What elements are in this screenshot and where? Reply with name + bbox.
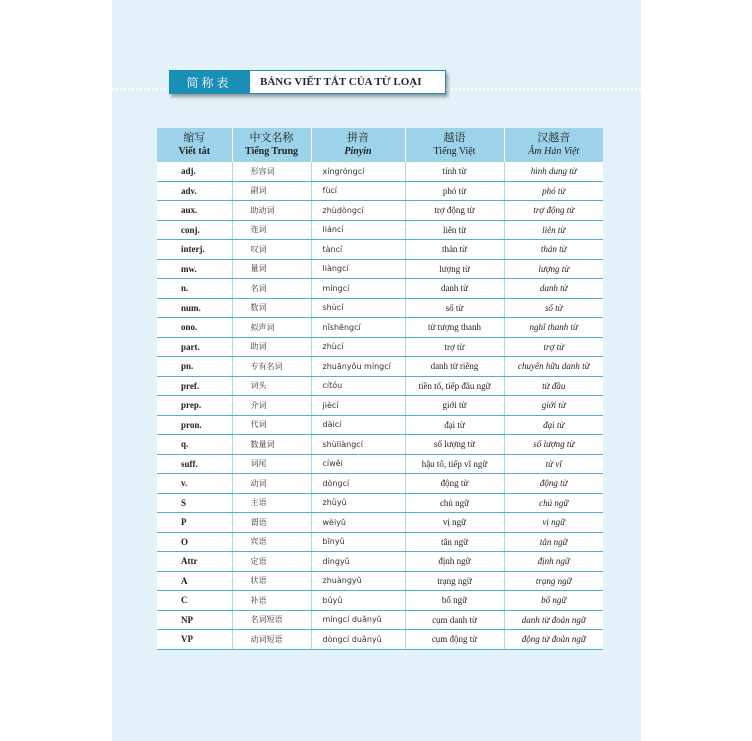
cell-vietnamese: cụm động từ: [405, 630, 504, 650]
table-row: [157, 201, 603, 221]
cell-abbreviation: pref.: [157, 376, 232, 396]
cell-chinese: 助词: [232, 337, 311, 357]
cell-chinese: 宾语: [232, 532, 311, 552]
cell-pinyin: zhuānyǒu míngcí: [311, 357, 405, 377]
cell-chinese: 量词: [232, 259, 311, 279]
cell-sino-vietnamese: giới từ: [504, 396, 603, 416]
cell-abbreviation: A: [157, 571, 232, 591]
cell-abbreviation: prep.: [157, 396, 232, 416]
cell-pinyin: zhǔyǔ: [311, 493, 405, 513]
header-dotted-line-right: [446, 88, 641, 90]
cell-pinyin: tàncí: [311, 240, 405, 260]
cell-abbreviation: C: [157, 591, 232, 611]
cell-chinese: 补语: [232, 591, 311, 611]
table-row: [157, 591, 603, 611]
cell-chinese: 谓语: [232, 513, 311, 533]
cell-sino-vietnamese: từ đầu: [504, 376, 603, 396]
cell-pinyin: dàicí: [311, 415, 405, 435]
column-header-vn: Tiếng Việt: [433, 146, 476, 157]
table-body: [157, 162, 603, 649]
cell-vietnamese: giới từ: [405, 396, 504, 416]
cell-sino-vietnamese: phó từ: [504, 181, 603, 201]
cell-abbreviation: mw.: [157, 259, 232, 279]
table-row: [157, 610, 603, 630]
cell-pinyin: shùliàngcí: [311, 435, 405, 455]
cell-sino-vietnamese: liên từ: [504, 220, 603, 240]
cell-pinyin: dòngcí: [311, 474, 405, 494]
table-row: [157, 337, 603, 357]
cell-abbreviation: part.: [157, 337, 232, 357]
column-header-vn: Tiếng Trung: [244, 146, 299, 157]
cell-chinese: 拟声词: [232, 318, 311, 338]
cell-pinyin: jiècí: [311, 396, 405, 416]
column-header-chinese: [232, 128, 311, 162]
cell-sino-vietnamese: hình dung từ: [504, 162, 603, 181]
column-header-cn: 汉越音: [537, 132, 571, 144]
table-row: [157, 376, 603, 396]
table-row: [157, 630, 603, 650]
cell-vietnamese: thán từ: [405, 240, 504, 260]
table-row: [157, 240, 603, 260]
cell-pinyin: cíwěi: [311, 454, 405, 474]
cell-chinese: 助动词: [232, 201, 311, 221]
cell-chinese: 专有名词: [232, 357, 311, 377]
cell-sino-vietnamese: động từ: [504, 474, 603, 494]
cell-vietnamese: vị ngữ: [405, 513, 504, 533]
column-header-vn: Pinyin: [344, 146, 372, 157]
cell-chinese: 连词: [232, 220, 311, 240]
table-row: [157, 162, 603, 181]
table-row: [157, 181, 603, 201]
cell-sino-vietnamese: danh từ: [504, 279, 603, 299]
cell-abbreviation: O: [157, 532, 232, 552]
cell-chinese: 数量词: [232, 435, 311, 455]
cell-chinese: 副词: [232, 181, 311, 201]
table-row: [157, 415, 603, 435]
cell-vietnamese: định ngữ: [405, 552, 504, 572]
table-row: [157, 298, 603, 318]
table-row: [157, 357, 603, 377]
cell-abbreviation: pn.: [157, 357, 232, 377]
cell-chinese: 代词: [232, 415, 311, 435]
cell-vietnamese: tiền tố, tiếp đầu ngữ: [405, 376, 504, 396]
cell-pinyin: liáncí: [311, 220, 405, 240]
cell-sino-vietnamese: động từ đoản ngữ: [504, 630, 603, 650]
table-row: [157, 318, 603, 338]
cell-sino-vietnamese: danh từ đoản ngữ: [504, 610, 603, 630]
table-row: [157, 396, 603, 416]
cell-sino-vietnamese: thán từ: [504, 240, 603, 260]
cell-abbreviation: S: [157, 493, 232, 513]
cell-abbreviation: n.: [157, 279, 232, 299]
cell-pinyin: nǐshēngcí: [311, 318, 405, 338]
abbreviation-table: [157, 128, 603, 650]
cell-pinyin: zhùdòngcí: [311, 201, 405, 221]
cell-vietnamese: từ tượng thanh: [405, 318, 504, 338]
cell-vietnamese: động từ: [405, 474, 504, 494]
table-row: [157, 454, 603, 474]
cell-abbreviation: Attr: [157, 552, 232, 572]
cell-chinese: 状语: [232, 571, 311, 591]
cell-chinese: 定语: [232, 552, 311, 572]
cell-sino-vietnamese: số từ: [504, 298, 603, 318]
cell-abbreviation: q.: [157, 435, 232, 455]
cell-chinese: 形容词: [232, 162, 311, 181]
cell-pinyin: cítóu: [311, 376, 405, 396]
cell-abbreviation: ono.: [157, 318, 232, 338]
cell-vietnamese: số từ: [405, 298, 504, 318]
cell-abbreviation: VP: [157, 630, 232, 650]
column-header-vn: Viết tắt: [178, 146, 211, 157]
table-row: [157, 513, 603, 533]
cell-pinyin: fùcí: [311, 181, 405, 201]
cell-vietnamese: bổ ngữ: [405, 591, 504, 611]
table-row: [157, 552, 603, 572]
cell-abbreviation: adj.: [157, 162, 232, 181]
column-header-abbr: [157, 128, 232, 162]
cell-chinese: 数词: [232, 298, 311, 318]
table-row: [157, 474, 603, 494]
cell-abbreviation: conj.: [157, 220, 232, 240]
cell-pinyin: shùcí: [311, 298, 405, 318]
cell-chinese: 动词短语: [232, 630, 311, 650]
cell-sino-vietnamese: số lượng từ: [504, 435, 603, 455]
column-header-cn: 越语: [443, 132, 466, 144]
column-header-cn: 中文名称: [249, 132, 294, 144]
cell-pinyin: dòngcí duǎnyǔ: [311, 630, 405, 650]
cell-abbreviation: suff.: [157, 454, 232, 474]
header-chinese-title: 简称表: [169, 70, 249, 94]
cell-vietnamese: tân ngữ: [405, 532, 504, 552]
table-row: [157, 571, 603, 591]
cell-pinyin: zhùcí: [311, 337, 405, 357]
cell-vietnamese: danh từ riêng: [405, 357, 504, 377]
cell-chinese: 名词短语: [232, 610, 311, 630]
cell-abbreviation: num.: [157, 298, 232, 318]
cell-sino-vietnamese: chủ ngữ: [504, 493, 603, 513]
cell-chinese: 介词: [232, 396, 311, 416]
column-header-vn: Âm Hán Việt: [528, 146, 580, 157]
section-header: [169, 70, 446, 94]
cell-chinese: 主语: [232, 493, 311, 513]
cell-pinyin: míngcí duǎnyǔ: [311, 610, 405, 630]
cell-pinyin: zhuàngyǔ: [311, 571, 405, 591]
cell-abbreviation: pron.: [157, 415, 232, 435]
cell-pinyin: liàngcí: [311, 259, 405, 279]
cell-vietnamese: cụm danh từ: [405, 610, 504, 630]
column-header-sino-vietnamese: [504, 128, 603, 162]
cell-chinese: 词头: [232, 376, 311, 396]
cell-sino-vietnamese: trợ động từ: [504, 201, 603, 221]
cell-sino-vietnamese: trợ từ: [504, 337, 603, 357]
table-header: [157, 128, 603, 162]
cell-sino-vietnamese: trạng ngữ: [504, 571, 603, 591]
cell-pinyin: wèiyǔ: [311, 513, 405, 533]
cell-abbreviation: NP: [157, 610, 232, 630]
table-row: [157, 532, 603, 552]
cell-vietnamese: tính từ: [405, 162, 504, 181]
header-vietnamese-title: BẢNG VIẾT TẮT CỦA TỪ LOẠI: [249, 70, 446, 94]
cell-chinese: 动词: [232, 474, 311, 494]
cell-sino-vietnamese: lượng từ: [504, 259, 603, 279]
cell-chinese: 名词: [232, 279, 311, 299]
cell-pinyin: xíngróngcí: [311, 162, 405, 181]
cell-abbreviation: adv.: [157, 181, 232, 201]
cell-sino-vietnamese: tân ngữ: [504, 532, 603, 552]
table-row: [157, 259, 603, 279]
cell-vietnamese: hậu tố, tiếp vĩ ngữ: [405, 454, 504, 474]
cell-pinyin: míngcí: [311, 279, 405, 299]
cell-pinyin: bǔyǔ: [311, 591, 405, 611]
cell-vietnamese: số lượng từ: [405, 435, 504, 455]
column-header-cn: 拼音: [347, 132, 369, 144]
cell-sino-vietnamese: chuyên hữu danh từ: [504, 357, 603, 377]
cell-vietnamese: đại từ: [405, 415, 504, 435]
cell-abbreviation: interj.: [157, 240, 232, 260]
cell-vietnamese: danh từ: [405, 279, 504, 299]
column-header-cn: 缩写: [183, 132, 206, 144]
cell-chinese: 词尾: [232, 454, 311, 474]
header-dotted-line-left: [112, 88, 170, 90]
table-row: [157, 493, 603, 513]
cell-abbreviation: v.: [157, 474, 232, 494]
cell-sino-vietnamese: đại từ: [504, 415, 603, 435]
cell-abbreviation: P: [157, 513, 232, 533]
cell-sino-vietnamese: nghĩ thanh từ: [504, 318, 603, 338]
cell-sino-vietnamese: định ngữ: [504, 552, 603, 572]
cell-chinese: 叹词: [232, 240, 311, 260]
table-row: [157, 435, 603, 455]
cell-vietnamese: trạng ngữ: [405, 571, 504, 591]
column-header-pinyin: [311, 128, 405, 162]
table-row: [157, 279, 603, 299]
cell-sino-vietnamese: vị ngữ: [504, 513, 603, 533]
cell-pinyin: bīnyǔ: [311, 532, 405, 552]
cell-vietnamese: chủ ngữ: [405, 493, 504, 513]
cell-pinyin: dìngyǔ: [311, 552, 405, 572]
cell-vietnamese: trợ động từ: [405, 201, 504, 221]
cell-abbreviation: aux.: [157, 201, 232, 221]
column-header-vietnamese: [405, 128, 504, 162]
cell-vietnamese: liên từ: [405, 220, 504, 240]
cell-sino-vietnamese: từ vĩ: [504, 454, 603, 474]
cell-vietnamese: lượng từ: [405, 259, 504, 279]
cell-vietnamese: trợ từ: [405, 337, 504, 357]
cell-vietnamese: phó từ: [405, 181, 504, 201]
table-row: [157, 220, 603, 240]
cell-sino-vietnamese: bổ ngữ: [504, 591, 603, 611]
